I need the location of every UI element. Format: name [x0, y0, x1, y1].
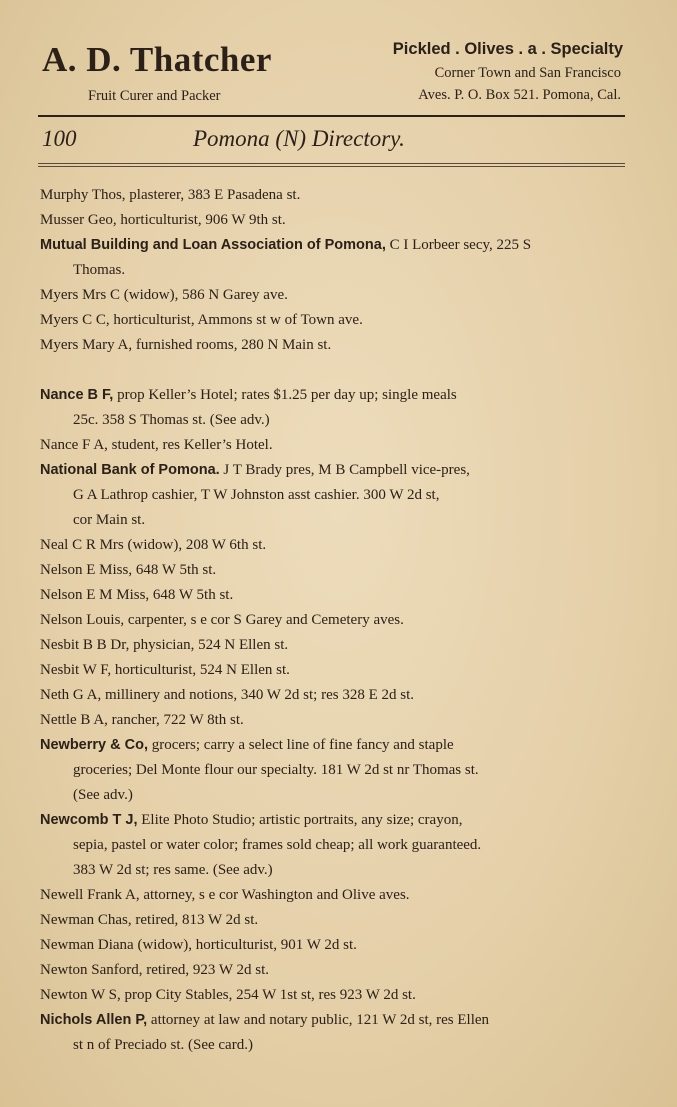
entry-first-line: [40, 387, 457, 403]
entry-text: Nesbit B B Dr, physician, 524 N Ellen st.: [40, 637, 289, 653]
entry-first-line: [40, 887, 410, 903]
advertiser-specialty: Pickled . Olives . a . Specialty: [392, 40, 623, 58]
entry-continuation-line: Thomas.: [73, 262, 126, 278]
entry-text: Myers Mrs C (widow), 586 N Garey ave.: [40, 287, 288, 303]
entry-first-line: [40, 1012, 489, 1028]
directory-entry: [40, 208, 622, 233]
directory-entry: [40, 808, 622, 883]
entry-bold-name: Nichols Allen P,: [40, 1012, 148, 1028]
entry-continuation-line: groceries; Del Monte flour our specialty. 181 W 2d st nr Thomas st.: [73, 762, 479, 778]
entry-bold-name: Newcomb T J,: [40, 812, 138, 828]
directory-entry: [40, 383, 622, 433]
entry-bold-name: Newberry & Co,: [40, 737, 148, 753]
entry-first-line: [40, 737, 454, 753]
running-head-rule-bottom: [38, 166, 625, 167]
running-head-rule-top: [38, 163, 625, 164]
entry-text: Neal C R Mrs (widow), 208 W 6th st.: [40, 537, 267, 553]
directory-entry: [40, 558, 622, 583]
entry-text: Nelson E M Miss, 648 W 5th st.: [40, 587, 234, 603]
entry-first-line: [40, 537, 266, 553]
directory-entry: [40, 283, 622, 308]
entry-text: Myers Mary A, furnished rooms, 280 N Main st.: [40, 337, 332, 353]
entry-continuation-line: 25c. 358 S Thomas st. (See adv.): [73, 412, 270, 428]
directory-entry: [40, 583, 622, 608]
entry-text: Murphy Thos, plasterer, 383 E Pasadena st.: [40, 187, 301, 203]
directory-entry: [40, 658, 622, 683]
entry-first-line: [40, 237, 531, 253]
entry-text: grocers; carry a select line of fine fancy and staple: [147, 737, 454, 753]
entry-text: Musser Geo, horticulturist, 906 W 9th st.: [40, 212, 286, 228]
entry-text: Newman Chas, retired, 813 W 2d st.: [40, 912, 259, 928]
advertisement-header: [40, 36, 625, 112]
entry-first-line: [40, 337, 331, 353]
directory-title: Pomona (N) Directory.: [193, 126, 405, 151]
directory-entry: [40, 683, 622, 708]
entry-text: Myers C C, horticulturist, Ammons st w of Town ave.: [40, 312, 363, 328]
entry-text: Nesbit W F, horticulturist, 524 N Ellen st.: [40, 662, 290, 678]
entry-first-line: [40, 637, 288, 653]
entry-continuation-line: st n of Preciado st. (See card.): [73, 1037, 253, 1053]
page-number: 100: [42, 126, 77, 151]
advertiser-address-line1: Corner Town and San Francisco: [434, 65, 621, 81]
entry-bold-name: National Bank of Pomona.: [40, 462, 220, 478]
entry-text: J T Brady pres, M B Campbell vice-pres,: [219, 462, 470, 478]
running-head: [38, 126, 625, 158]
entry-first-line: [40, 437, 273, 453]
entry-text: Newton W S, prop City Stables, 254 W 1st st, res 923 W 2d st.: [40, 987, 416, 1003]
entry-first-line: [40, 212, 286, 228]
header-rule: [38, 115, 625, 117]
entry-text: Newman Diana (widow), horticulturist, 901 W 2d st.: [40, 937, 357, 953]
entry-text: C I Lorbeer secy, 225 S: [385, 237, 532, 253]
directory-entry: [40, 983, 622, 1008]
entry-first-line: [40, 812, 462, 828]
entry-text: Nettle B A, rancher, 722 W 8th st.: [40, 712, 244, 728]
directory-entries: [40, 183, 622, 1058]
directory-entry: [40, 958, 622, 983]
directory-entry: [40, 883, 622, 908]
entry-text: prop Keller’s Hotel; rates $1.25 per day up; single meals: [113, 387, 457, 403]
entry-continuation-line: sepia, pastel or water color; frames sold cheap; all work guaranteed.: [73, 837, 482, 853]
entry-text: attorney at law and notary public, 121 W 2d st, res Ellen: [147, 1012, 490, 1028]
entry-bold-name: Mutual Building and Loan Association of Pomona,: [40, 237, 386, 253]
entry-first-line: [40, 562, 216, 578]
entry-first-line: [40, 587, 233, 603]
directory-entry: [40, 633, 622, 658]
advertiser-name: A. D. Thatcher: [42, 40, 272, 79]
entry-continuation-line: G A Lathrop cashier, T W Johnston asst cashier. 300 W 2d st,: [73, 487, 440, 503]
entry-text: Nance F A, student, res Keller’s Hotel.: [40, 437, 273, 453]
entry-first-line: [40, 912, 258, 928]
directory-entry: [40, 733, 622, 808]
entry-bold-name: Nance B F,: [40, 387, 114, 403]
directory-entry: [40, 183, 622, 208]
entry-text: Elite Photo Studio; artistic portraits, any size; crayon,: [137, 812, 463, 828]
entry-first-line: [40, 962, 269, 978]
entry-first-line: [40, 612, 404, 628]
directory-entry: [40, 333, 622, 358]
entry-first-line: [40, 462, 470, 478]
directory-entry: [40, 233, 622, 283]
entry-text: Nelson Louis, carpenter, s e cor S Garey and Cemetery aves.: [40, 612, 404, 628]
directory-entry: [40, 933, 622, 958]
directory-entry: [40, 458, 622, 533]
directory-entry: [40, 1008, 622, 1058]
directory-entry: [40, 308, 622, 333]
directory-entry: [40, 708, 622, 733]
directory-entry: [40, 608, 622, 633]
directory-entry: [40, 533, 622, 558]
advertiser-trade: Fruit Curer and Packer: [88, 88, 221, 104]
advertiser-address-line2: Aves. P. O. Box 521. Pomona, Cal.: [418, 87, 621, 103]
entry-continuation-line: 383 W 2d st; res same. (See adv.): [73, 862, 273, 878]
entry-first-line: [40, 987, 416, 1003]
entry-text: Newell Frank A, attorney, s e cor Washington and Olive aves.: [40, 887, 410, 903]
entry-first-line: [40, 287, 288, 303]
entry-text: Nelson E Miss, 648 W 5th st.: [40, 562, 217, 578]
entry-continuation-line: cor Main st.: [73, 512, 146, 528]
entry-text: Neth G A, millinery and notions, 340 W 2d st; res 328 E 2d st.: [40, 687, 415, 703]
directory-entry: [40, 908, 622, 933]
entry-text: Newton Sanford, retired, 923 W 2d st.: [40, 962, 269, 978]
directory-entry: [40, 433, 622, 458]
entry-first-line: [40, 687, 414, 703]
entry-continuation-line: (See adv.): [73, 787, 133, 803]
entry-first-line: [40, 312, 363, 328]
entry-first-line: [40, 187, 300, 203]
entry-first-line: [40, 712, 244, 728]
entry-first-line: [40, 662, 290, 678]
entry-first-line: [40, 937, 357, 953]
